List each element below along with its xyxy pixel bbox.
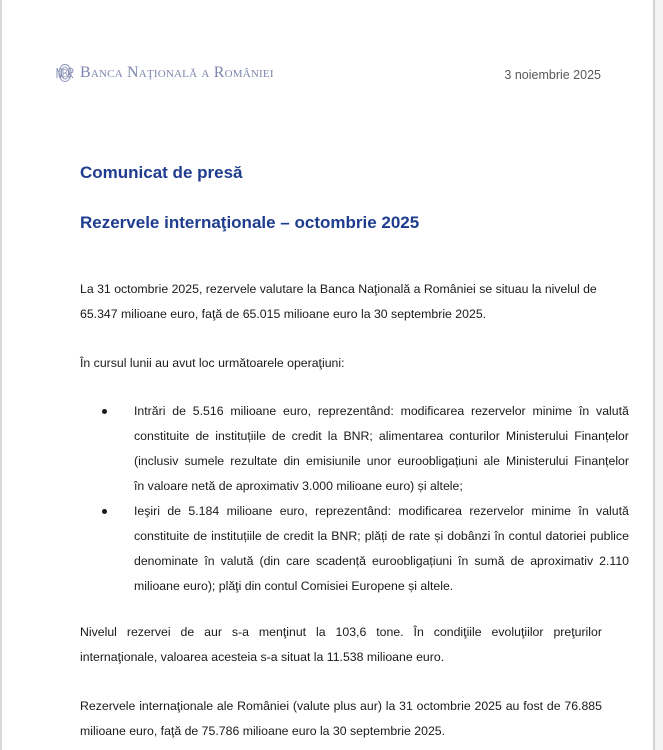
list-line: constituite de instituțiile de credit la BNR; alimentarea conturilor Ministerului Finanțelor — [134, 429, 629, 443]
paragraph-operations-intro — [80, 351, 602, 376]
list-line: Ieşiri de 5.184 milioane euro, reprezentând: modificarea rezervelor minime în valută — [134, 504, 629, 518]
operations-list — [80, 399, 629, 599]
list-line: în valoare netă de aproximativ 3.000 milioane euro) și altele; — [134, 479, 463, 493]
viewer-scrollbar[interactable] — [653, 0, 663, 750]
list-line: milioane euro); plăţi din contul Comisiei Europene și altele. — [134, 579, 454, 593]
list-line: constituite de instituțiile de credit la BNR; plăți de rate și dobânzi în contul datoriei publice — [134, 529, 629, 543]
paragraph-line: În cursul lunii au avut loc următoarele operaţiuni: — [80, 356, 345, 370]
document-type-title: Comunicat de presă — [80, 163, 243, 182]
paragraph-line: 65.347 milioane euro, faţă de 65.015 milioane euro la 30 septembrie 2025. — [80, 307, 487, 321]
list-item-outflows — [80, 499, 629, 599]
paragraph-line: milioane euro, faţă de 75.786 milioane euro la 30 septembrie 2025. — [80, 724, 446, 738]
paragraph-gold-reserves — [80, 620, 602, 670]
list-item-inflows — [80, 399, 629, 499]
list-line: Intrări de 5.516 milioane euro, reprezentând: modificarea rezervelor minime în valută — [134, 404, 629, 418]
paragraph-line: La 31 octombrie 2025, rezervele valutare la Banca Naţională a României se situau la nivelul de — [80, 282, 597, 296]
press-release-date: 3 noiembrie 2025 — [504, 68, 601, 82]
institution-name: Banca Naţională a României — [80, 64, 274, 81]
document-subject-title: Rezervele internaţionale – octombrie 2025 — [80, 213, 420, 232]
document-page — [2, 0, 653, 750]
list-line: (inclusiv sumele rezultate din emisiunile unor euroobligațiuni ale Ministerului Finanțelor — [134, 454, 629, 468]
paragraph-line: Rezervele internaţionale ale României (valute plus aur) la 31 octombrie 2025 au fost de 76.885 — [80, 699, 602, 713]
paragraph-foreign-reserves — [80, 277, 602, 327]
bnr-logo — [55, 63, 274, 83]
bullet-icon — [102, 409, 107, 414]
paragraph-total-reserves — [80, 694, 602, 744]
list-line: denominate în valută (din care scadență euroobligațiuni în sumă de aproximativ 2.110 — [134, 554, 629, 568]
paragraph-line: internaţionale, valoarea acesteia s-a situat la 11.538 milioane euro. — [80, 650, 445, 664]
bullet-icon — [102, 509, 107, 514]
paragraph-line: Nivelul rezervei de aur s-a menţinut la 103,6 tone. În condiţiile evoluţiilor preţurilor — [80, 625, 602, 639]
bnr-monogram-icon — [55, 63, 75, 83]
